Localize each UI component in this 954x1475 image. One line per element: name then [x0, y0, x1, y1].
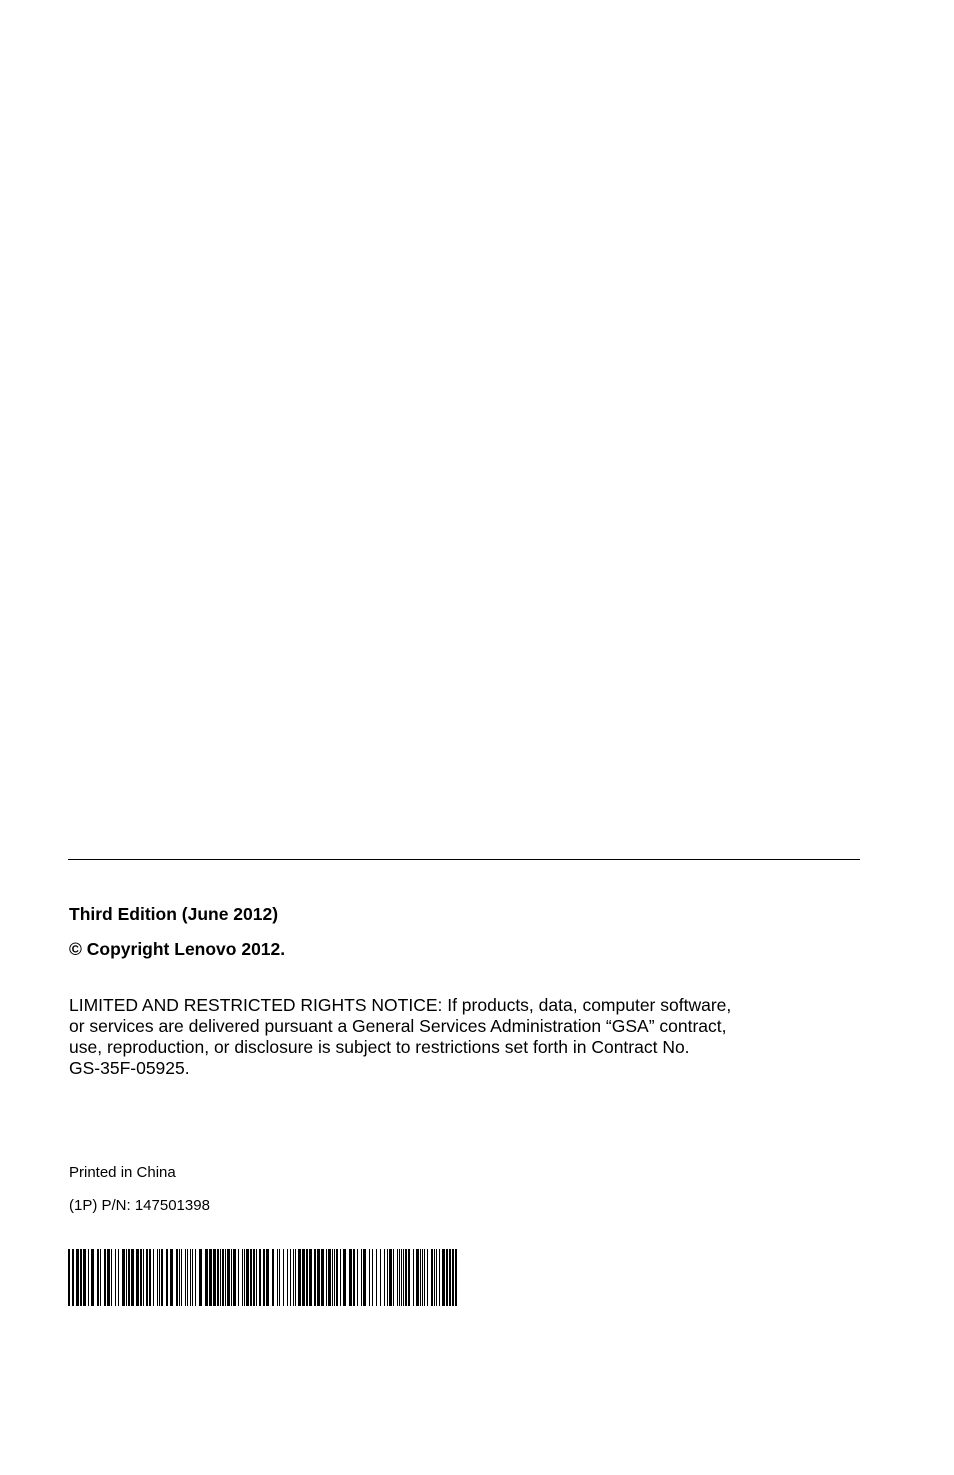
barcode-bar	[242, 1249, 243, 1306]
rights-notice-line: use, reproduction, or disclosure is subject to restrictions set forth in Contract No.	[69, 1037, 690, 1057]
barcode-bar	[397, 1249, 398, 1306]
barcode-bar	[76, 1249, 79, 1306]
barcode-bar	[363, 1249, 366, 1306]
barcode-bar	[446, 1249, 448, 1306]
barcode-bar	[238, 1249, 239, 1306]
barcode-bar	[187, 1249, 188, 1306]
barcode-bar	[225, 1249, 226, 1306]
barcode-bar	[340, 1249, 341, 1306]
barcode-bar	[376, 1249, 377, 1306]
barcode-bar	[256, 1249, 257, 1306]
barcode-bar	[143, 1249, 144, 1306]
barcode-bar	[185, 1249, 186, 1306]
barcode-bar	[436, 1249, 437, 1306]
barcode-bar	[420, 1249, 421, 1306]
barcode-bar	[176, 1249, 178, 1306]
section-divider	[68, 859, 860, 860]
barcode-bar	[416, 1249, 419, 1306]
barcode-bar	[306, 1249, 308, 1306]
rights-notice-line: LIMITED AND RESTRICTED RIGHTS NOTICE: If products, data, computer software,	[69, 995, 732, 1015]
barcode-bar	[361, 1249, 362, 1306]
barcode-bar	[287, 1249, 288, 1306]
barcode-bar	[309, 1249, 312, 1306]
barcode-bar	[107, 1249, 110, 1306]
barcode-bar	[334, 1249, 335, 1306]
barcode-bar	[179, 1249, 180, 1306]
barcode-bar	[220, 1249, 221, 1306]
barcode-bar	[246, 1249, 249, 1306]
barcode-bar	[431, 1249, 433, 1306]
barcode-bar	[401, 1249, 402, 1306]
barcode-bar	[181, 1249, 182, 1306]
barcode-bar	[336, 1249, 338, 1306]
barcode-bar	[104, 1249, 106, 1306]
barcode-bar	[166, 1249, 168, 1306]
rights-notice	[69, 995, 829, 1079]
barcode-bar	[244, 1249, 245, 1306]
barcode-bar	[314, 1249, 316, 1306]
barcode-bar	[293, 1249, 294, 1306]
rights-notice-line: GS-35F-05925.	[69, 1058, 190, 1078]
barcode-bar	[80, 1249, 82, 1306]
barcode-bar	[159, 1249, 160, 1306]
barcode-bar	[413, 1249, 414, 1306]
barcode-bar	[250, 1249, 252, 1306]
barcode-bar	[97, 1249, 99, 1306]
barcode-bar	[199, 1249, 202, 1306]
barcode-bar	[449, 1249, 451, 1306]
barcode-bar	[424, 1249, 425, 1306]
barcode-bar	[295, 1249, 296, 1306]
barcode-bar	[302, 1249, 305, 1306]
barcode-bar	[298, 1249, 301, 1306]
barcode-bar	[213, 1249, 216, 1306]
barcode-bar	[263, 1249, 265, 1306]
barcode-bar	[422, 1249, 423, 1306]
barcode-bar	[266, 1249, 269, 1306]
barcode-bar	[222, 1249, 224, 1306]
barcode-bar	[326, 1249, 327, 1306]
barcode-bar	[317, 1249, 320, 1306]
barcode-bar	[131, 1249, 134, 1306]
barcode-bar	[149, 1249, 151, 1306]
barcode-bar	[290, 1249, 291, 1306]
barcode-bar	[343, 1249, 346, 1306]
barcode-bar	[405, 1249, 407, 1306]
barcode-bar	[128, 1249, 130, 1306]
barcode-bar	[217, 1249, 219, 1306]
barcode-bar	[157, 1249, 158, 1306]
barcode-bar	[439, 1249, 440, 1306]
barcode-bar	[349, 1249, 352, 1306]
barcode-bar	[209, 1249, 212, 1306]
barcode-bar	[118, 1249, 119, 1306]
barcode-bar	[227, 1249, 230, 1306]
barcode-bar	[122, 1249, 125, 1306]
barcode-bar	[353, 1249, 355, 1306]
barcode-bar	[399, 1249, 400, 1306]
barcode-bar	[279, 1249, 280, 1306]
barcode-bar	[442, 1249, 445, 1306]
barcode-bar	[328, 1249, 331, 1306]
barcode-bar	[387, 1249, 388, 1306]
barcode-bar	[455, 1249, 457, 1306]
edition-statement: Third Edition (June 2012)	[69, 904, 279, 924]
barcode-bar	[153, 1249, 154, 1306]
barcode-bar	[115, 1249, 116, 1306]
barcode-bar	[140, 1249, 142, 1306]
barcode-bar	[283, 1249, 284, 1306]
barcode-icon	[68, 1249, 458, 1306]
barcode-bar	[136, 1249, 139, 1306]
barcode-bar	[91, 1249, 94, 1306]
printed-in-label: Printed in China	[69, 1164, 176, 1181]
barcode-bar	[83, 1249, 86, 1306]
barcode-bar	[321, 1249, 324, 1306]
barcode-bar	[259, 1249, 261, 1306]
barcode-bar	[403, 1249, 404, 1306]
copyright-statement: © Copyright Lenovo 2012.	[69, 939, 286, 959]
barcode-bar	[195, 1249, 196, 1306]
barcode-bar	[190, 1249, 191, 1306]
barcode-bar	[88, 1249, 89, 1306]
barcode-bar	[72, 1249, 74, 1306]
barcode-bar	[170, 1249, 173, 1306]
barcode-bar	[380, 1249, 381, 1306]
barcode-bar	[253, 1249, 255, 1306]
barcode-bar	[452, 1249, 454, 1306]
barcode-bar	[68, 1249, 70, 1306]
barcode-bar	[277, 1249, 278, 1306]
barcode-bar	[205, 1249, 208, 1306]
barcode-bar	[384, 1249, 385, 1306]
barcode-bar	[146, 1249, 148, 1306]
barcode-bar	[100, 1249, 101, 1306]
barcode-bar	[389, 1249, 392, 1306]
barcode-bar	[233, 1249, 236, 1306]
barcode-bar	[111, 1249, 112, 1306]
barcode-bar	[161, 1249, 163, 1306]
barcode-bar	[393, 1249, 394, 1306]
barcode-bar	[357, 1249, 358, 1306]
barcode-bar	[372, 1249, 373, 1306]
barcode-bar	[332, 1249, 333, 1306]
barcode-bar	[126, 1249, 127, 1306]
barcode-bar	[369, 1249, 370, 1306]
barcode-bar	[408, 1249, 410, 1306]
barcode-bar	[231, 1249, 232, 1306]
part-number-label: (1P) P/N: 147501398	[69, 1197, 210, 1214]
barcode-bar	[434, 1249, 435, 1306]
barcode-bar	[272, 1249, 274, 1306]
barcode-bar	[192, 1249, 193, 1306]
barcode-bar	[427, 1249, 428, 1306]
rights-notice-line: or services are delivered pursuant a General Services Administration “GSA” contract,	[69, 1016, 727, 1036]
